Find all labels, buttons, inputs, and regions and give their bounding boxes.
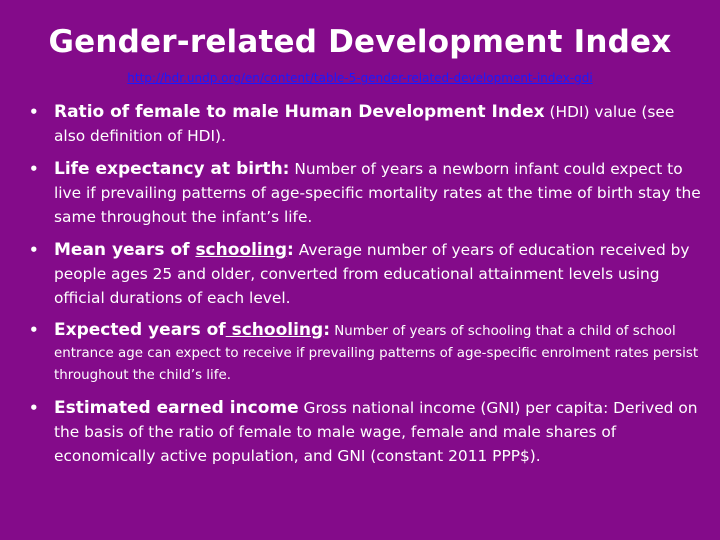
desc-earned-income: Gross national income (GNI) per capita: Derived on the basis of the ratio of female to male wage, female and male shares of economically active population, and GNI (constant 2011 PPP$). bbox=[54, 399, 698, 465]
bullet-expected-schooling bbox=[27, 319, 702, 387]
bullet-earned-income bbox=[27, 396, 702, 468]
bullet-dot-icon: • bbox=[29, 103, 39, 121]
slide-title: Gender-related Development Index bbox=[48, 24, 672, 60]
desc-expected-schooling: Number of years of schooling that a child of school entrance age can expect to receive if prevailing patterns of age-specific enrolment rates persist throughout the child’s life. bbox=[54, 324, 699, 383]
term-mean-schooling: Mean years of schooling: bbox=[54, 240, 294, 260]
term-expected-schooling: Expected years of schooling: bbox=[54, 320, 331, 340]
desc-hdi-ratio: (HDI) value (see also definition of HDI). bbox=[54, 103, 675, 145]
bullet-dot-icon: • bbox=[29, 241, 39, 259]
term-life-expectancy: Life expectancy at birth: bbox=[54, 159, 290, 179]
bullet-dot-icon: • bbox=[29, 160, 39, 178]
bullet-dot-icon: • bbox=[29, 321, 39, 339]
definitions-list bbox=[27, 100, 702, 477]
bullet-dot-icon: • bbox=[29, 399, 39, 417]
bullet-hdi-ratio bbox=[27, 100, 702, 148]
bullet-mean-schooling bbox=[27, 238, 702, 310]
desc-mean-schooling: Average number of years of education received by people ages 25 and older, converted from educational attainment levels using official durations of each level. bbox=[54, 241, 690, 307]
source-link[interactable]: http://hdr.undp.org/en/content/table-5-gender-related-development-index-gdi bbox=[127, 71, 593, 85]
term-earned-income: Estimated earned income bbox=[54, 398, 299, 418]
bullet-life-expectancy bbox=[27, 157, 702, 229]
desc-life-expectancy: Number of years a newborn infant could expect to live if prevailing patterns of age-specific mortality rates at the time of birth stay the same throughout the infant’s life. bbox=[54, 160, 701, 226]
term-hdi-ratio: Ratio of female to male Human Development Index bbox=[54, 102, 545, 122]
